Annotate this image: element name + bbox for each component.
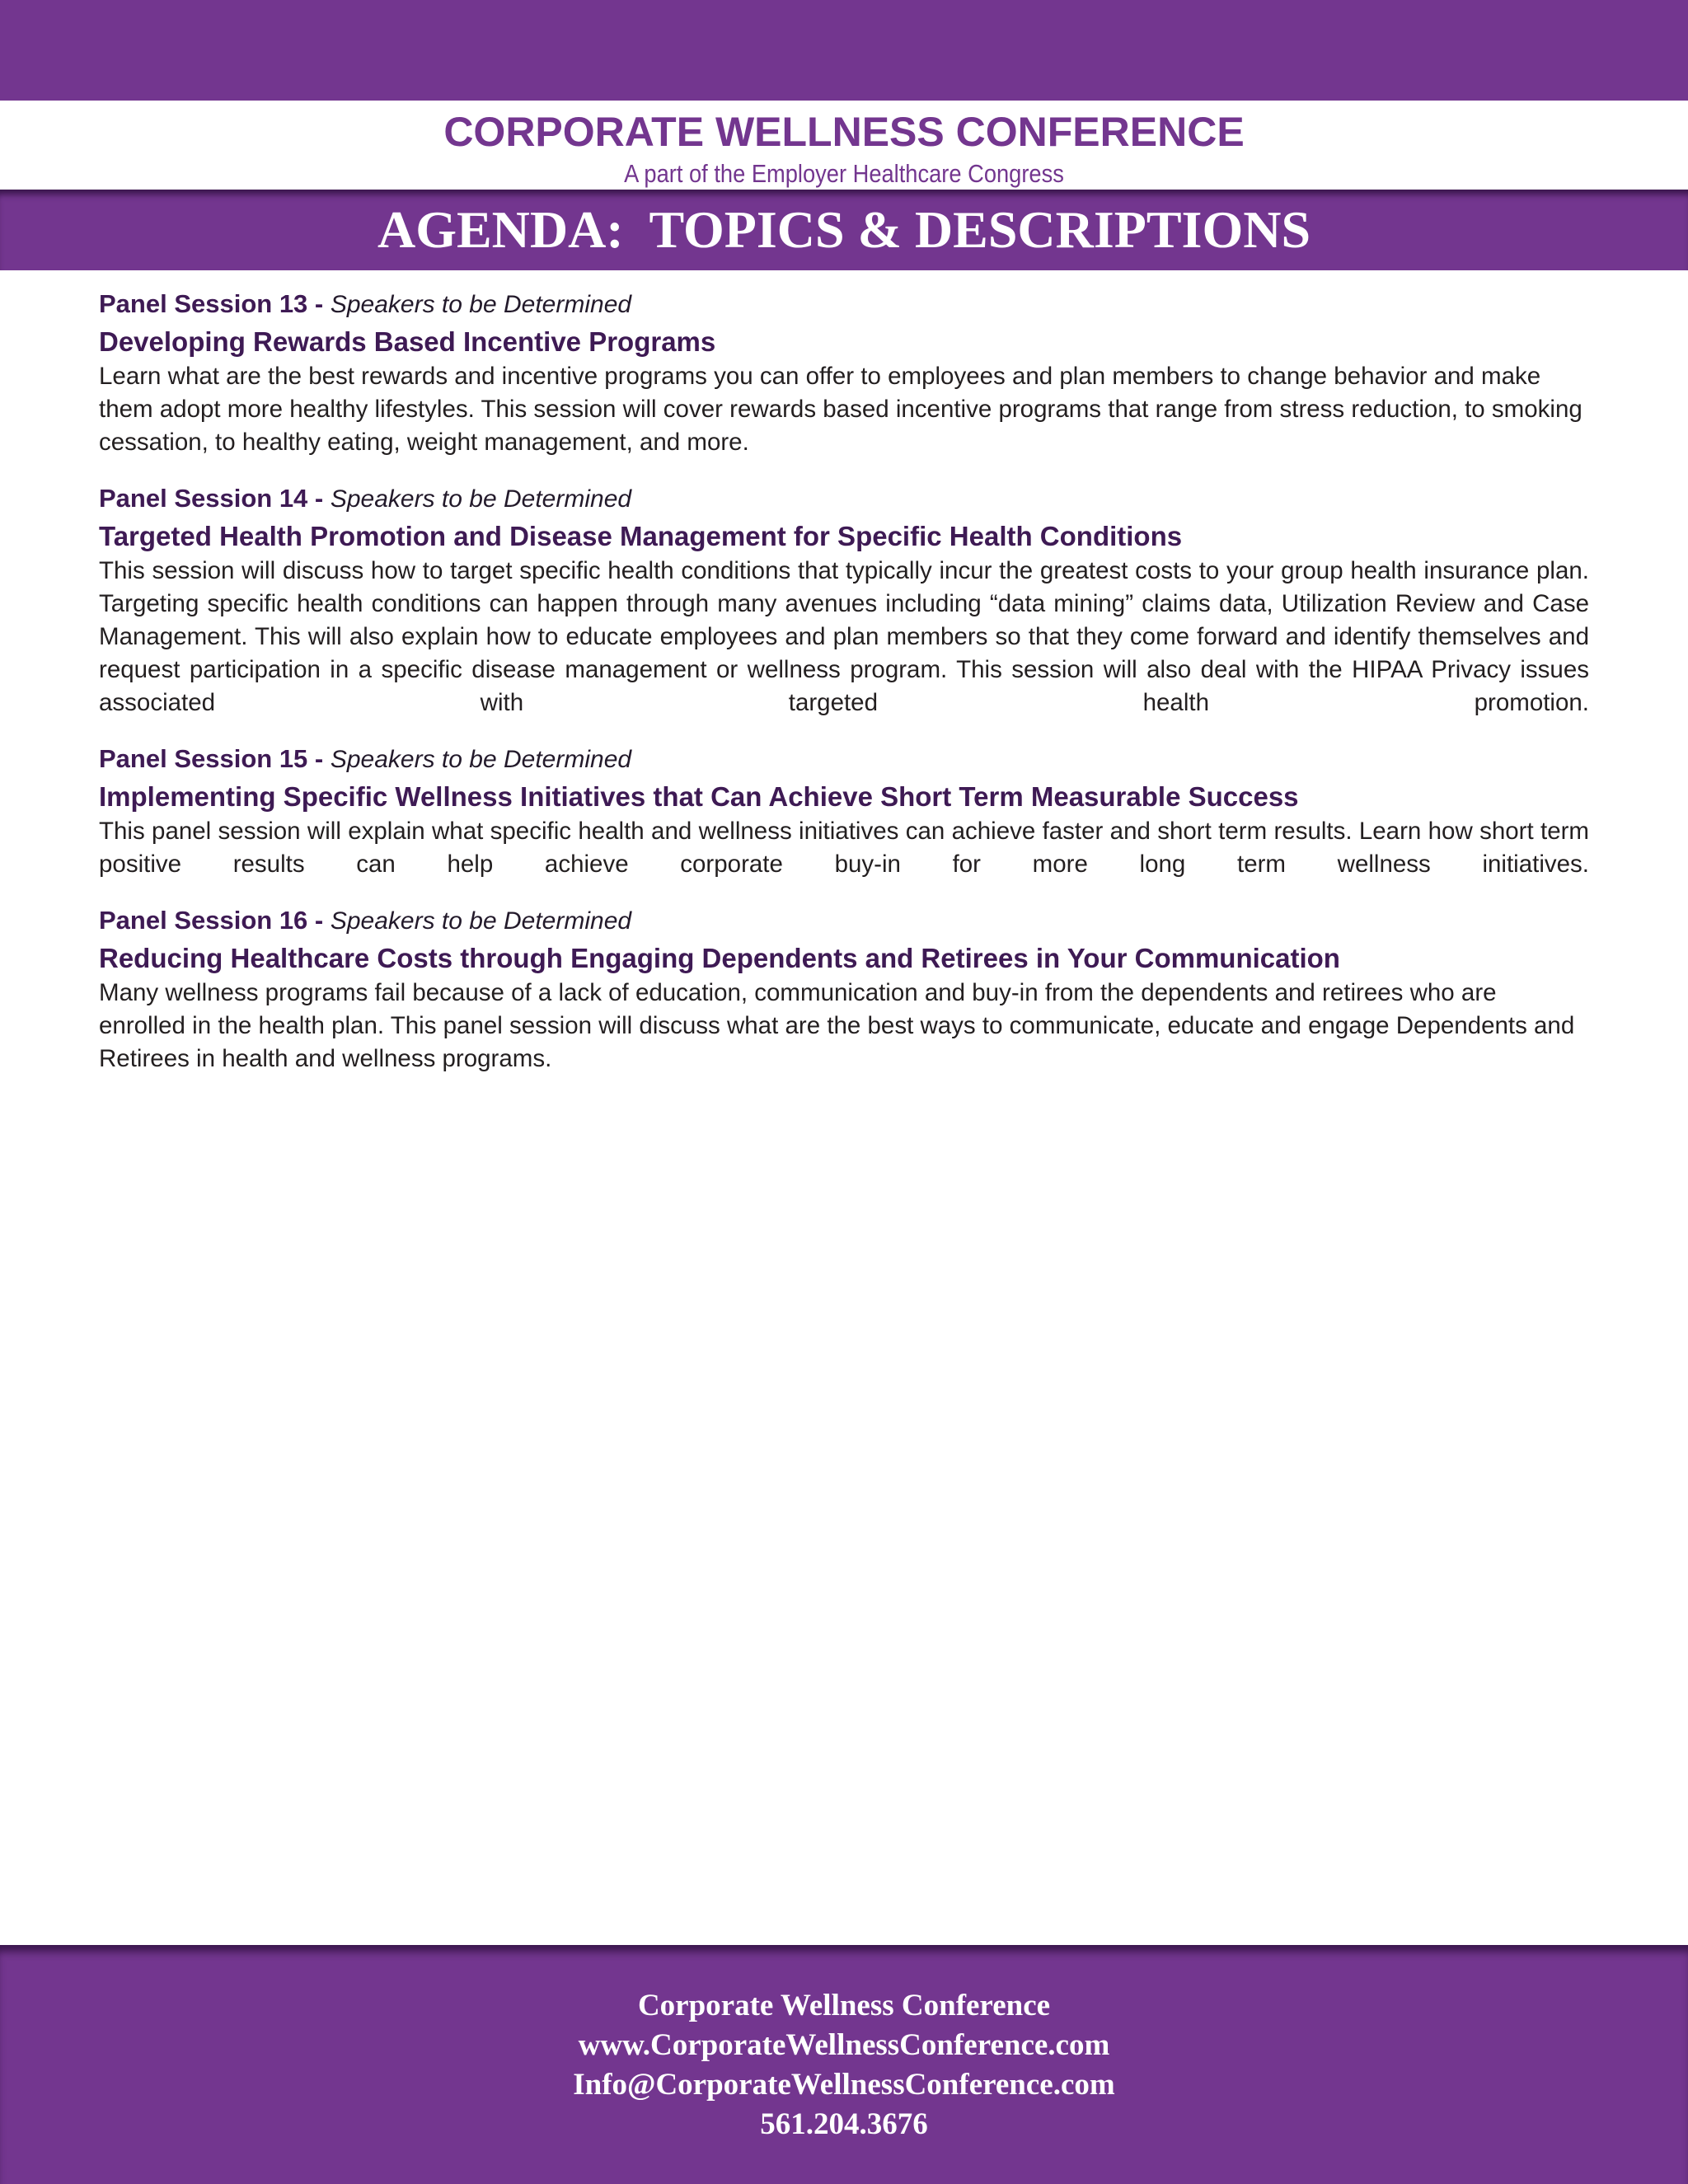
session-description: Many wellness programs fail because of a lack of education, communication and buy-in from the dependents and retirees who are enrolled in the health plan. This panel session will discuss what are the best ways to communicate, educate and engage Dependents and Retirees in health and wellness programs.: [99, 979, 1575, 1072]
session-speakers: Speakers to be Determined: [330, 485, 632, 513]
session-description: This panel session will explain what specific health and wellness initiatives can achieve faster and short term results. Learn how short term positive results can help achieve corporate buy-in for more long term wellness initiatives.: [99, 818, 1589, 878]
session-label: Panel Session 13 -: [99, 289, 324, 318]
session-speakers: Speakers to be Determined: [330, 291, 632, 318]
session-header: [99, 742, 1589, 777]
agenda-title: AGENDA: TOPICS & DESCRIPTIONS: [377, 200, 1311, 259]
session-title: Developing Rewards Based Incentive Programs: [99, 326, 716, 357]
session-speakers: Speakers to be Determined: [330, 907, 632, 935]
session-label: Panel Session 16 -: [99, 906, 324, 935]
session-13: [99, 287, 1589, 459]
session-title: Implementing Specific Wellness Initiatives that Can Achieve Short Term Measurable Success: [99, 781, 1299, 812]
footer-email-link[interactable]: Info@CorporateWellnessConference.com: [573, 2068, 1115, 2102]
conference-title: CORPORATE WELLNESS CONFERENCE: [443, 109, 1245, 155]
session-header: [99, 903, 1589, 939]
session-header: [99, 481, 1589, 517]
session-label: Panel Session 14 -: [99, 484, 324, 513]
session-title: Reducing Healthcare Costs through Engaging Dependents and Retirees in Your Communication: [99, 943, 1340, 973]
footer-conference-name: Corporate Wellness Conference: [637, 1989, 1051, 2022]
session-title: Targeted Health Promotion and Disease Management for Specific Health Conditions: [99, 521, 1183, 551]
session-description: This session will discuss how to target specific health conditions that typically incur the greatest costs to your group health insurance plan. Targeting specific health conditions can happen through many avenues including “data mining” claims data, Utilization Review and Case Management. This will also explain how to educate employees and plan members so that they come forward and identify themselves and request participation in a specific disease management or wellness program. This session will also deal with the HIPAA Privacy issues associated with targeted health promotion.: [99, 557, 1589, 716]
session-label: Panel Session 15 -: [99, 744, 324, 773]
footer-website-link[interactable]: www.CorporateWellnessConference.com: [578, 2028, 1110, 2062]
session-14: [99, 481, 1589, 719]
footer-band: [0, 1945, 1688, 2184]
session-15: [99, 742, 1589, 881]
session-header: [99, 287, 1589, 322]
conference-subtitle: A part of the Employer Healthcare Congress: [624, 159, 1064, 188]
session-description: Learn what are the best rewards and incentive programs you can offer to employees and plan members to change behavior and make them adopt more healthy lifestyles. This session will cover rewards based incentive programs that range from stress reduction, to smoking cessation, to healthy eating, weight management, and more.: [99, 363, 1582, 456]
footer-phone: 561.204.3676: [760, 2107, 928, 2141]
session-16: [99, 903, 1589, 1076]
agenda-content: [99, 287, 1589, 1098]
conference-header: [0, 101, 1688, 190]
session-speakers: Speakers to be Determined: [330, 746, 632, 773]
agenda-banner: [0, 190, 1688, 270]
top-color-band: [0, 0, 1688, 101]
footer-contact: [0, 1986, 1688, 2144]
